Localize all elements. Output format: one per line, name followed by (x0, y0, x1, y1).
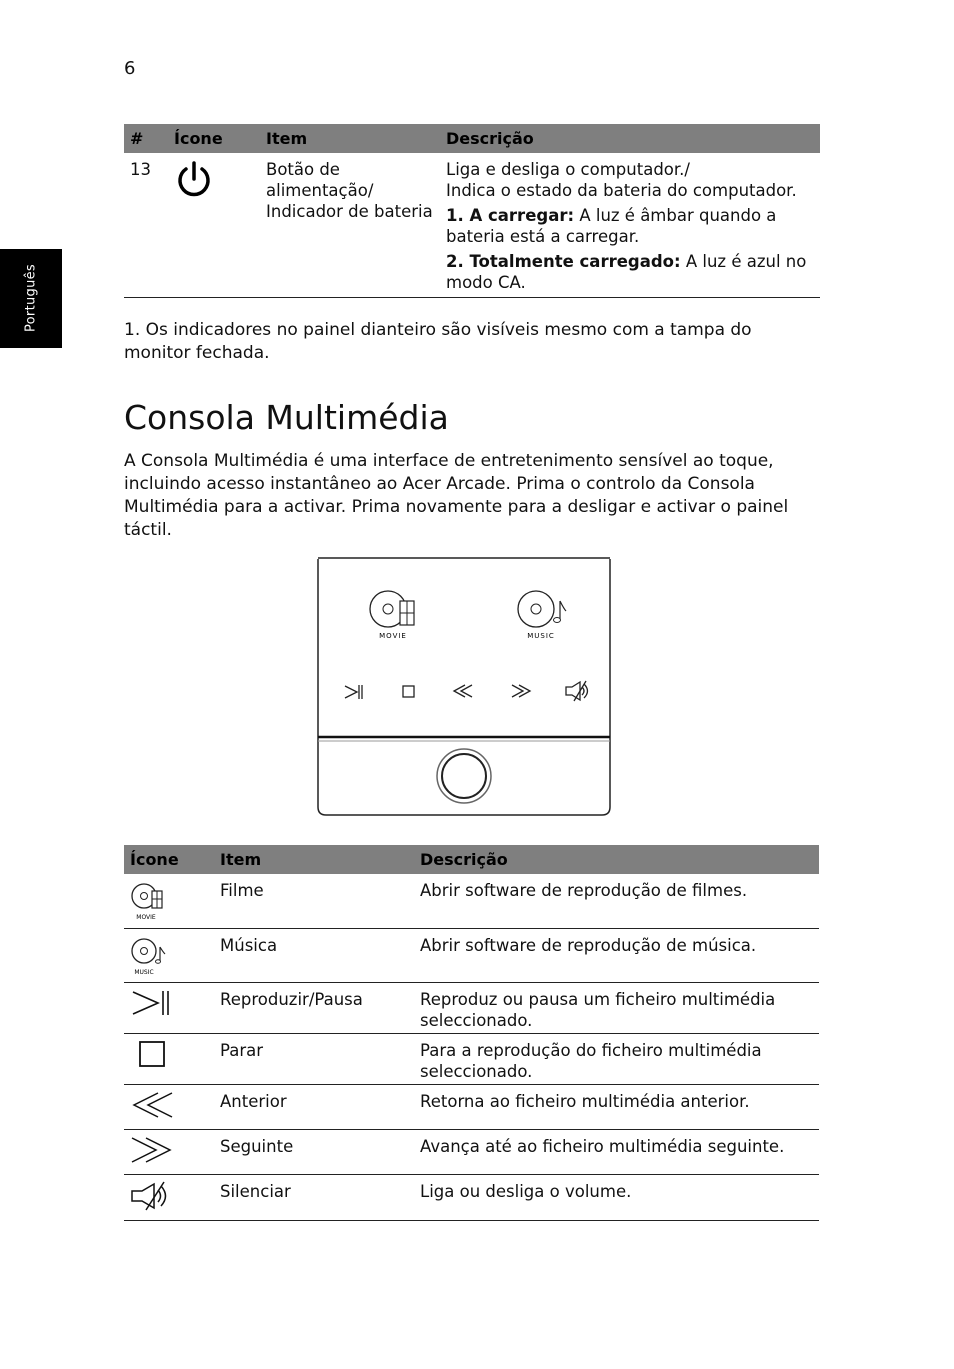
table-row (124, 153, 820, 298)
row-description: Abrir software de reprodução de música. (414, 928, 819, 982)
charging-text: A luz é âmbar quando a bateria está a carregar. (446, 206, 777, 246)
console-music-icon (518, 591, 566, 627)
table-row (124, 1033, 819, 1084)
table-header-row (124, 845, 819, 874)
power-button-table (124, 124, 820, 298)
svg-text:MUSIC: MUSIC (134, 968, 154, 976)
row-description: Para a reprodução do ficheiro multimédia seleccionado. (414, 1033, 819, 1084)
row-description: Liga ou desliga o volume. (414, 1174, 819, 1220)
music-icon (128, 933, 168, 977)
col-header-icon: Ícone (124, 845, 214, 874)
next-icon (128, 1134, 176, 1166)
row-description: Reproduz ou pausa um ficheiro multimédia seleccionado. (414, 982, 819, 1033)
console-controls-table (124, 845, 819, 1221)
console-music-label: MUSIC (527, 632, 555, 640)
console-power-control (437, 749, 491, 803)
desc-line-2: Indica o estado da bateria do computador. (446, 181, 797, 200)
col-header-number: # (124, 124, 168, 153)
row-number: 13 (124, 153, 168, 298)
icon-cell (124, 874, 214, 928)
stop-icon (128, 1038, 172, 1072)
previous-icon (128, 1089, 176, 1121)
table-row (124, 874, 819, 928)
console-play-pause-icon (345, 685, 362, 699)
icon-cell (124, 1174, 214, 1220)
icon-cell (124, 1129, 214, 1174)
table-row (124, 982, 819, 1033)
page-number: 6 (124, 58, 136, 79)
svg-text:MOVIE: MOVIE (136, 914, 156, 921)
col-header-description: Descrição (414, 845, 819, 874)
movie-icon (128, 878, 168, 922)
section-title: Consola Multimédia (124, 398, 449, 437)
icon-cell (168, 153, 260, 298)
charged-text: A luz é azul no modo CA. (446, 252, 807, 292)
charged-label: 2. Totalmente carregado: (446, 252, 681, 271)
row-description: Abrir software de reprodução de filmes. (414, 874, 819, 928)
table-row (124, 1174, 819, 1220)
row-item: Botão de alimentação/ Indicador de bateria (260, 153, 440, 298)
section-intro: A Consola Multimédia é uma interface de entretenimento sensível ao toque, incluindo acesso instantâneo ao Acer Arcade. Prima o controlo da Consola Multimédia para a activar. Prima novamente para a desligar e activar o painel táctil. (124, 451, 789, 540)
icon-cell (124, 1084, 214, 1129)
language-tab-label: Português (23, 264, 39, 332)
table-row (124, 1129, 819, 1174)
console-stop-icon (403, 686, 414, 697)
row-item: Silenciar (214, 1174, 414, 1220)
row-item: Anterior (214, 1084, 414, 1129)
footnote: 1. Os indicadores no painel dianteiro são visíveis mesmo com a tampa do monitor fechada. (124, 320, 752, 363)
row-item: Reproduzir/Pausa (214, 982, 414, 1033)
play-pause-icon (128, 987, 172, 1021)
power-icon (174, 159, 214, 199)
row-item: Seguinte (214, 1129, 414, 1174)
row-description: Avança até ao ficheiro multimédia seguinte. (414, 1129, 819, 1174)
row-item: Música (214, 928, 414, 982)
row-item: Parar (214, 1033, 414, 1084)
table-row (124, 1084, 819, 1129)
icon-cell (124, 982, 214, 1033)
mute-icon (128, 1179, 176, 1213)
console-movie-label: MOVIE (379, 632, 407, 640)
console-next-icon (512, 685, 530, 697)
media-console-illustration (316, 557, 612, 817)
table-row (124, 928, 819, 982)
console-mute-icon (566, 681, 588, 701)
language-tab (0, 249, 62, 348)
col-header-item: Item (214, 845, 414, 874)
row-item: Filme (214, 874, 414, 928)
col-header-icon: Ícone (168, 124, 260, 153)
console-movie-icon (370, 591, 414, 627)
console-previous-icon (454, 685, 472, 697)
col-header-description: Descrição (440, 124, 820, 153)
desc-line-1: Liga e desliga o computador./ (446, 160, 690, 179)
row-description: Retorna ao ficheiro multimédia anterior. (414, 1084, 819, 1129)
charging-label: 1. A carregar: (446, 206, 575, 225)
icon-cell (124, 928, 214, 982)
row-description (440, 153, 820, 298)
col-header-item: Item (260, 124, 440, 153)
table-header-row (124, 124, 820, 153)
icon-cell (124, 1033, 214, 1084)
